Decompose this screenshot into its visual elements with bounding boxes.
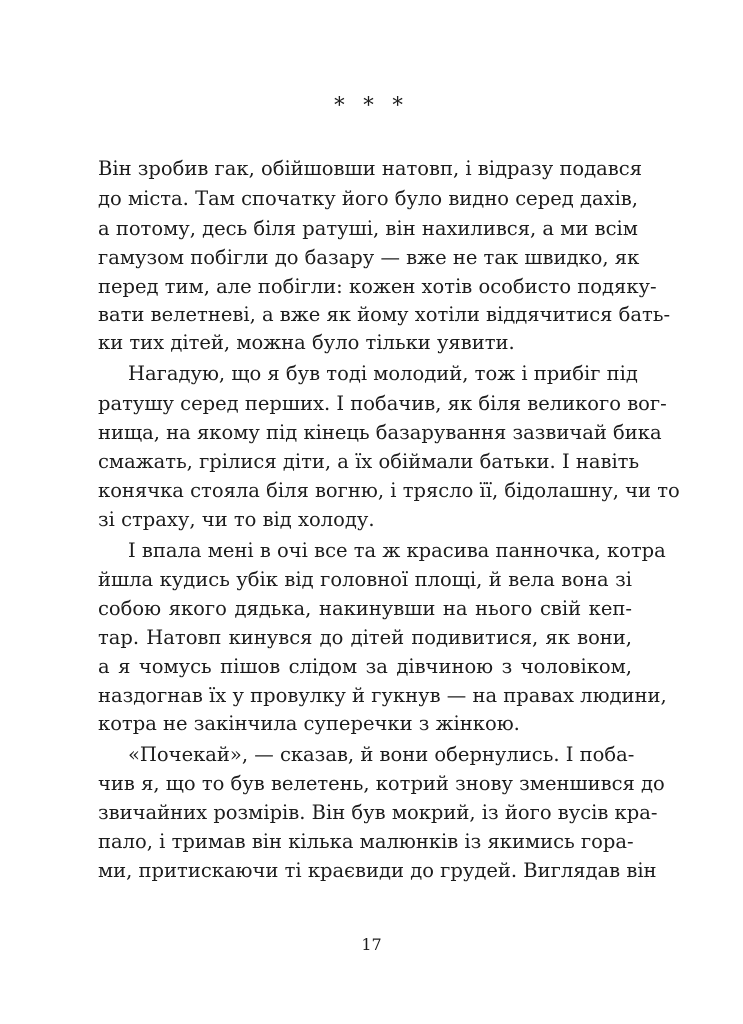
text-line: ки тих дітей, можна було тільки уявити. — [98, 331, 515, 354]
text-line: І впала мені в очі все та ж красива панночка, котра — [128, 539, 666, 562]
text-line: пало, і тримав він кілька малюнків із якимись гора- — [98, 830, 634, 853]
text-line: наздогнав їх у провулку й гукнув — на правах людини, — [98, 684, 667, 707]
text-line: котра не закінчила суперечки з жінкою. — [98, 712, 520, 735]
text-line: ми, притискаючи ті краєвиди до грудей. Виглядав він — [98, 859, 657, 882]
page-number: 17 — [361, 935, 382, 954]
text-line: до міста. Там спочатку його було видно серед дахів, — [98, 187, 638, 210]
section-separator: * * * — [334, 93, 409, 117]
text-line: вати велетневі, а вже як йому хотіли віддячитися бать- — [98, 303, 671, 326]
text-line: йшла кудись убік від головної площі, й вела вона зі — [98, 568, 632, 591]
text-line: ратушу серед перших. І побачив, як біля великого вог- — [98, 392, 667, 415]
text-line: нища, на якому під кінець базарування зазвичай бика — [98, 421, 662, 444]
text-line: чив я, що то був велетень, котрий знову зменшився до — [98, 772, 665, 795]
text-line: смажать, грілися діти, а їх обіймали батьки. І навіть — [98, 450, 640, 473]
text-line: Нагадую, що я був тоді молодий, тож і прибіг під — [128, 362, 638, 385]
text-line: перед тим, але побігли: кожен хотів особисто подяку- — [98, 275, 657, 298]
text-line: гамузом побігли до базару — вже не так швидко, як — [98, 246, 640, 269]
text-line: тар. Натовп кинувся до дітей подивитися, як вони, — [98, 626, 632, 649]
text-line: а я чомусь пішов слідом за дівчиною з чоловіком, — [98, 655, 632, 678]
text-line: а потому, десь біля ратуші, він нахилився, а ми всім — [98, 217, 638, 240]
text-line: Він зробив гак, обійшовши натовп, і відразу подався — [98, 157, 643, 180]
text-line: собою якого дядька, накинувши на нього свій кеп- — [98, 597, 632, 620]
text-line: зі страху, чи то від холоду. — [98, 508, 375, 531]
text-line: конячка стояла біля вогню, і трясло її, бідолашну, чи то — [98, 479, 680, 502]
text-line: «Почекай», — сказав, й вони обернулись. І поба- — [128, 743, 635, 766]
text-line: звичайних розмірів. Він був мокрий, із його вусів кра- — [98, 801, 658, 824]
